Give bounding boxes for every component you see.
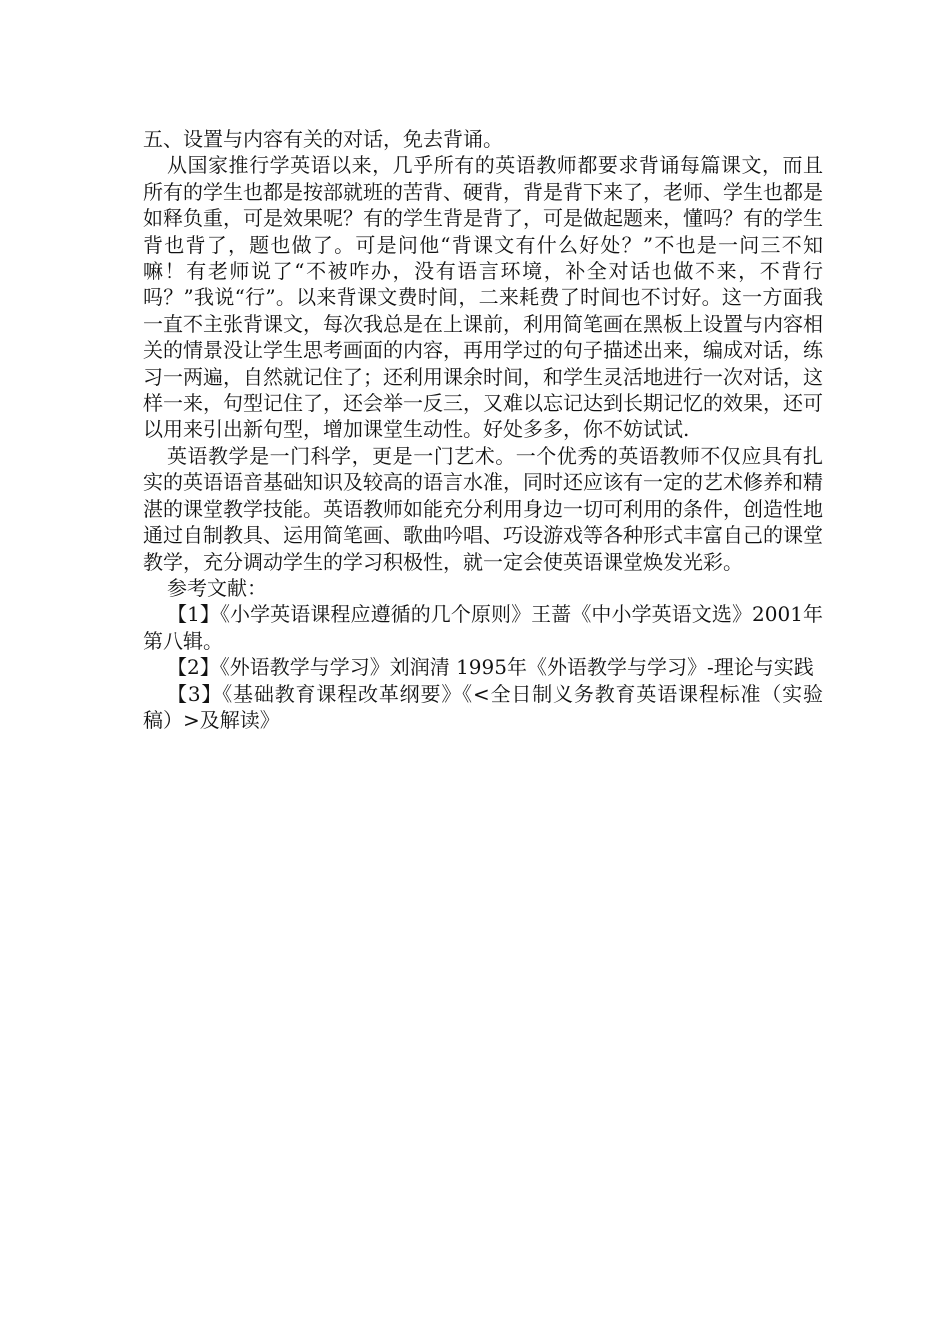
document-body xyxy=(143,126,823,733)
reference-item: 【1】《小学英语课程应遵循的几个原则》王蔷《中小学英语文选》2001年第八辑。 xyxy=(143,602,823,653)
reference-item: 【2】《外语教学与学习》刘润清 1995年《外语教学与学习》-理论与实践 xyxy=(167,655,814,680)
body-paragraph: 从国家推行学英语以来，几乎所有的英语教师都要求背诵每篇课文，而且所有的学生也都是按部就班的苦背、硬背，背是背下来了，老师、学生也都是如释负重，可是效果呢？有的学生背是背了，可是做起题来，懂吗？有的学生背也背了，题也做了。可是问他“背课文有什么好处？”不也是一问三不知嘛！有老师说了“不被咋办，没有语言环境，补全对话也做不来，不背行吗？”我说“行”。以来背课文费时间，二来耗费了时间也不讨好。这一方面我一直不主张背课文，每次我总是在上课前，利用简笔画在黑板上设置与内容相关的情景没让学生思考画面的内容，再用学过的句子描述出来，编成对话，练习一两遍，自然就记住了；还利用课余时间，和学生灵活地进行一次对话，这样一来，句型记住了，还会举一反三，又难以忘记达到长期记忆的效果，还可以用来引出新句型，增加课堂生动性。好处多多，你不妨试试. xyxy=(143,153,823,442)
references-title: 参考文献： xyxy=(167,575,267,600)
section-heading: 五、设置与内容有关的对话，免去背诵。 xyxy=(143,127,503,151)
body-paragraph: 英语教学是一门科学，更是一门艺术。一个优秀的英语教师不仅应具有扎实的英语语音基础知识及较高的语言水准，同时还应该有一定的艺术修养和精湛的课堂教学技能。英语教师如能充分利用身边一切可利用的条件，创造性地通过自制教具、运用简笔画、歌曲吟唱、巧设游戏等各种形式丰富自己的课堂教学，充分调动学生的学习积极性，就一定会使英语课堂焕发光彩。 xyxy=(143,443,823,574)
reference-item: 【3】《基础教育课程改革纲要》《<全日制义务教育英语课程标准（实验稿）>及解读》 xyxy=(143,681,823,732)
